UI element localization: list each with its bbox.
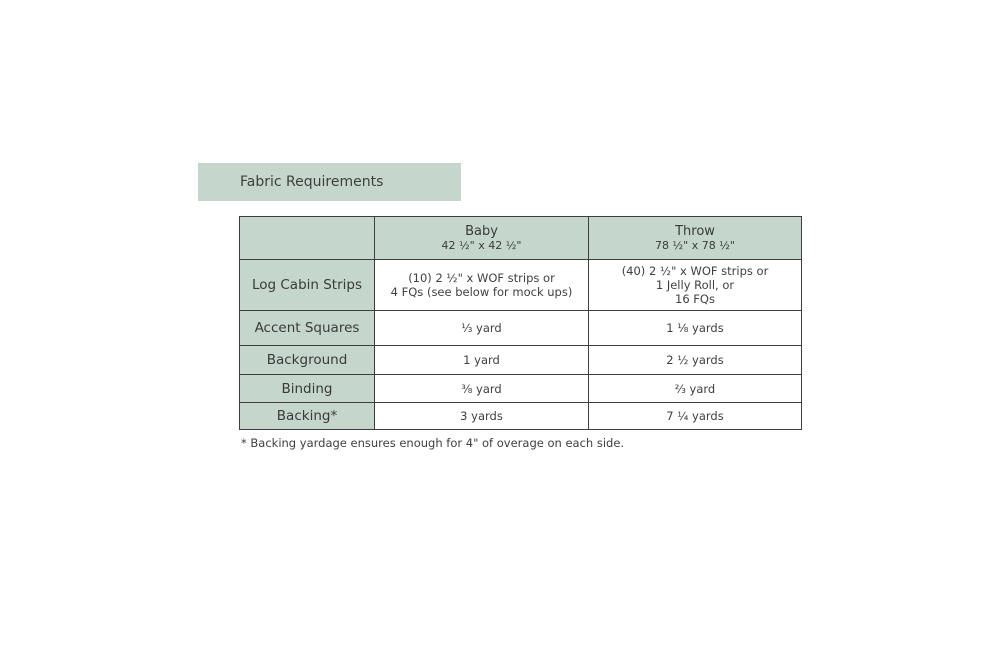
baby-cell bbox=[375, 346, 589, 375]
column-size: 78 ½" x 78 ½" bbox=[655, 239, 735, 252]
column-size: 42 ½" x 42 ½" bbox=[441, 239, 522, 252]
table-row bbox=[240, 311, 802, 346]
table-row bbox=[240, 260, 802, 311]
fabric-requirements-table bbox=[239, 216, 802, 430]
row-label: Log Cabin Strips bbox=[240, 260, 375, 311]
throw-cell bbox=[589, 311, 802, 346]
cell-line: 4 FQs (see below for mock ups) bbox=[390, 285, 573, 299]
cell-line: 3 yards bbox=[460, 409, 503, 423]
row-label: Background bbox=[240, 346, 375, 375]
baby-cell bbox=[375, 403, 589, 430]
throw-cell bbox=[589, 346, 802, 375]
table-corner-cell bbox=[240, 217, 375, 260]
cell-line: 1 ⅛ yards bbox=[666, 321, 724, 335]
baby-cell bbox=[375, 375, 589, 403]
cell-line: ⅜ yard bbox=[461, 381, 502, 396]
table-row bbox=[240, 403, 802, 430]
section-title: Fabric Requirements bbox=[240, 174, 384, 190]
row-label: Accent Squares bbox=[240, 311, 375, 346]
cell-line: 16 FQs bbox=[675, 292, 715, 306]
table-row bbox=[240, 346, 802, 375]
throw-cell bbox=[589, 260, 802, 311]
row-label: Binding bbox=[240, 375, 375, 403]
cell-line: 1 Jelly Roll, or bbox=[655, 278, 735, 292]
cell-line: 1 yard bbox=[463, 353, 500, 367]
column-header-throw bbox=[589, 217, 802, 260]
table-row bbox=[240, 375, 802, 403]
section-header bbox=[198, 163, 461, 201]
cell-line: (40) 2 ½" x WOF strips or bbox=[621, 264, 769, 278]
baby-cell bbox=[375, 311, 589, 346]
column-header-baby bbox=[375, 217, 589, 260]
column-name: Baby bbox=[465, 224, 498, 239]
cell-line: ⅔ yard bbox=[674, 381, 716, 396]
throw-cell bbox=[589, 403, 802, 430]
footnote: * Backing yardage ensures enough for 4" of overage on each side. bbox=[241, 436, 625, 450]
row-label: Backing* bbox=[240, 403, 375, 430]
table-header-row bbox=[240, 217, 802, 260]
cell-line: (10) 2 ½" x WOF strips or bbox=[408, 271, 555, 285]
baby-cell bbox=[375, 260, 589, 311]
cell-line: 7 ¼ yards bbox=[666, 409, 724, 423]
column-name: Throw bbox=[675, 224, 715, 239]
throw-cell bbox=[589, 375, 802, 403]
cell-line: 2 ½ yards bbox=[666, 353, 724, 367]
cell-line: ⅓ yard bbox=[461, 321, 502, 335]
